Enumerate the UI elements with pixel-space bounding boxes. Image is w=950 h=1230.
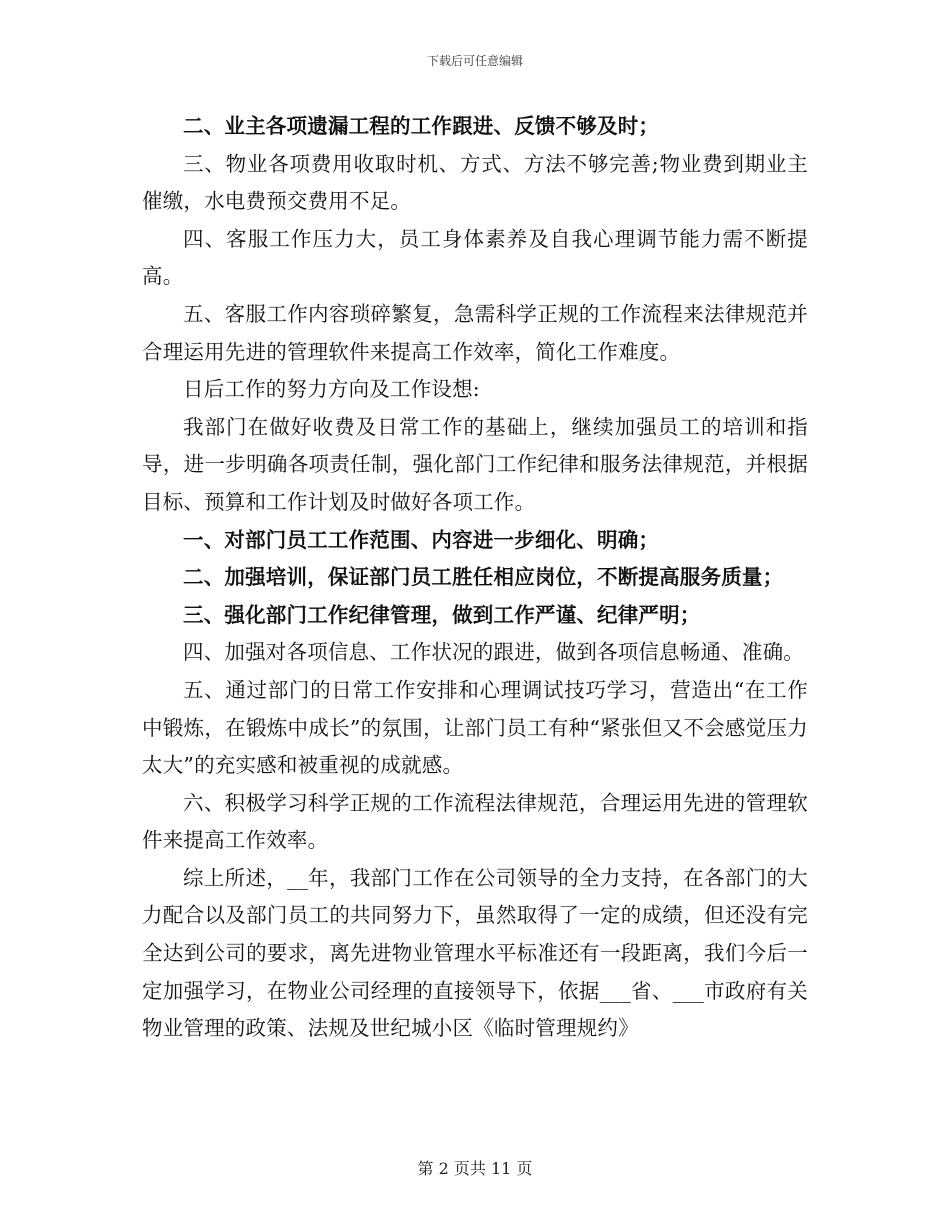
paragraph: 二、业主各项遗漏工程的工作跟进、反馈不够及时； (183, 114, 660, 138)
paragraph: 综上所述，__年，我部门工作在公司领导的全力支持，在各部门的大力配合以及部门员工的共同努力下，虽然取得了一定的成绩，但还没有完全达到公司的要求，离先进物业管理水平标准还有一段距离，我们今后一定加强学习，在物业公司经理的直接领导下，依据___省、___市政府有关物业管理的政策、法规及世纪城小区《临时管理规约》 (142, 865, 808, 1041)
paragraph: 六、积极学习科学正规的工作流程法律规范，合理运用先进的管理软件来提高工作效率。 (142, 790, 808, 853)
paragraph: 我部门在做好收费及日常工作的基础上，继续加强员工的培训和指导，进一步明确各项责任制，强化部门工作纪律和服务法律规范，并根据目标、预算和工作计划及时做好各项工作。 (142, 414, 808, 514)
paragraph: 五、客服工作内容琐碎繁复，急需科学正规的工作流程来法律规范并合理运用先进的管理软件来提高工作效率，简化工作难度。 (142, 301, 808, 364)
paragraph: 四、客服工作压力大，员工身体素养及自我心理调节能力需不断提高。 (142, 226, 808, 289)
paragraph: 日后工作的努力方向及工作设想: (183, 377, 480, 402)
paragraph: 三、强化部门工作纪律管理，做到工作严谨、纪律严明； (183, 602, 701, 627)
paragraph: 五、通过部门的日常工作安排和心理调试技巧学习，营造出“在工作中锻炼，在锻炼中成长”的氛围，让部门员工有种“紧张但又不会感觉压力太大”的充实感和被重视的成就感。 (142, 677, 808, 778)
paragraph: 二、加强培训，保证部门员工胜任相应岗位，不断提高服务质量； (183, 565, 784, 590)
page-footer: 第 2 页共 11 页 (417, 1159, 533, 1178)
paragraph: 一、对部门员工工作范围、内容进一步细化、明确； (183, 527, 660, 552)
page-header: 下载后可任意编辑 (426, 54, 523, 68)
paragraph: 三、物业各项费用收取时机、方式、方法不够完善;物业费到期业主催缴，水电费预交费用不足。 (142, 151, 808, 214)
document-body (142, 108, 808, 1048)
paragraph: 四、加强对各项信息、工作状况的跟进，做到各项信息畅通、准确。 (183, 640, 804, 665)
